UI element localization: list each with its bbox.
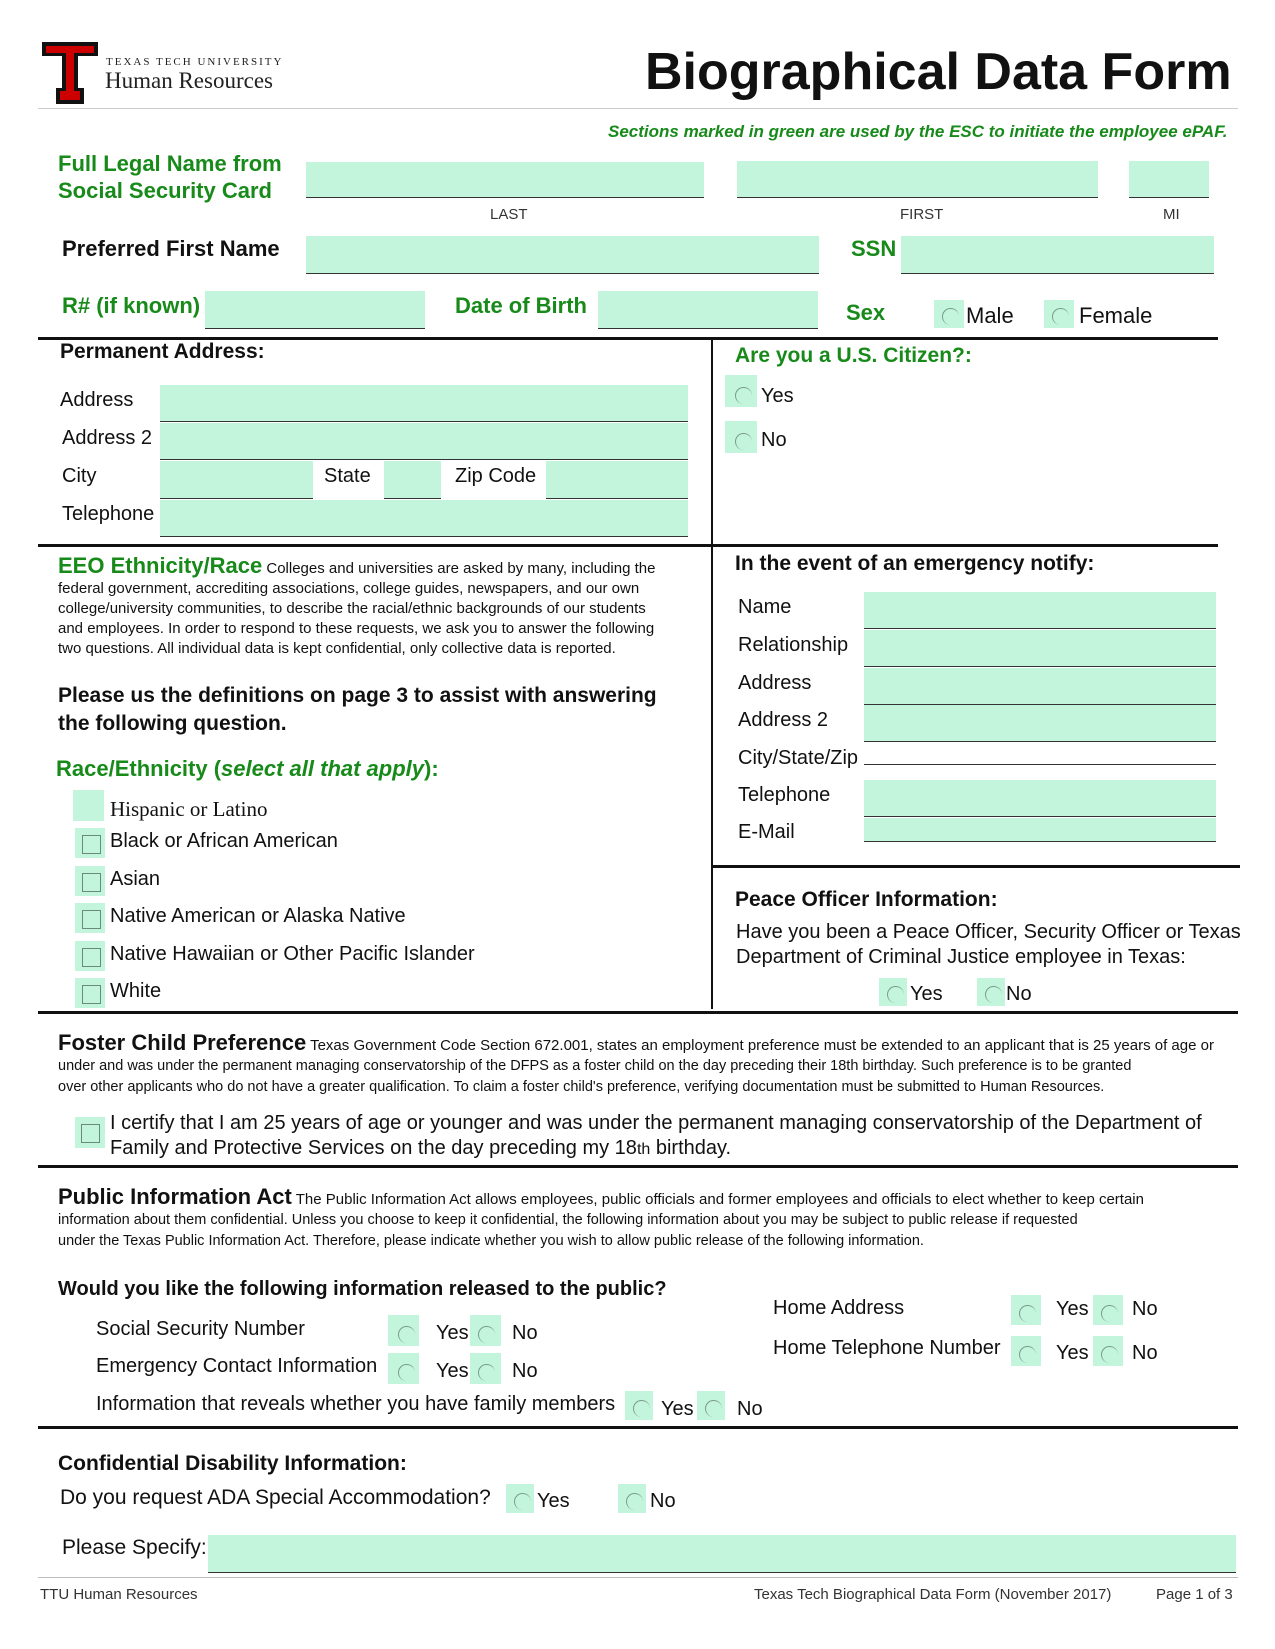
release-emergency-yes-radio-box[interactable] — [388, 1353, 419, 1384]
release-home-address-yes-radio-box[interactable] — [1011, 1295, 1041, 1325]
citizen-no-radio-box[interactable] — [725, 421, 757, 453]
section-divider — [38, 1426, 1238, 1429]
release-ssn-yes-label: Yes — [436, 1322, 469, 1344]
eeo-heading: EEO Ethnicity/Race — [58, 553, 263, 578]
release-home-address-no-radio[interactable] — [1101, 1305, 1118, 1322]
please-specify-field[interactable] — [208, 1535, 1236, 1573]
release-ssn-no-label: No — [512, 1322, 538, 1344]
footer-left: TTU Human Resources — [40, 1586, 198, 1603]
race-heading-emphasis: select all that apply — [221, 756, 425, 781]
race-checkbox-box[interactable] — [73, 790, 104, 821]
eeo-intro-line5: two questions. All individual data is kept confidential, only collective data is reported. — [58, 640, 616, 657]
race-heading-prefix: Race/Ethnicity ( — [56, 756, 222, 781]
disability-heading: Confidential Disability Information: — [58, 1452, 407, 1475]
zip-field[interactable] — [546, 461, 688, 499]
release-ssn-no-radio-box[interactable] — [470, 1315, 501, 1346]
emergency-city-state-zip-label: City/State/Zip — [738, 747, 859, 769]
foster-certify-line2-a: Family and Protective Services on the day preceding my 18 — [110, 1137, 637, 1159]
emergency-name-label: Name — [738, 596, 792, 618]
zip-label: Zip Code — [455, 465, 537, 487]
foster-certify-line1: I certify that I am 25 years of age or younger and was under the permanent managing conservatorship of the Department of — [110, 1112, 1202, 1134]
release-emergency-yes-radio[interactable] — [398, 1364, 415, 1381]
full-name-label: Full Legal Name from Social Security Card — [58, 151, 282, 203]
section-divider — [38, 1165, 1238, 1168]
release-home-address-yes-label: Yes — [1056, 1298, 1089, 1320]
emergency-address2-label: Address 2 — [738, 709, 829, 731]
telephone-field[interactable] — [160, 500, 688, 537]
ada-no-radio[interactable] — [626, 1493, 643, 1510]
city-label: City — [62, 465, 97, 487]
page-title: Biographical Data Form — [645, 43, 1232, 101]
last-name-field[interactable] — [306, 162, 704, 198]
eeo-instruction-line2: the following question. — [58, 712, 287, 735]
citizen-heading: Are you a U.S. Citizen?: — [735, 344, 972, 367]
female-label: Female — [1079, 303, 1153, 328]
release-ssn-label: Social Security Number — [96, 1318, 305, 1340]
mi-field[interactable] — [1129, 161, 1209, 198]
header-rule — [38, 108, 1238, 109]
release-emergency-no-label: No — [512, 1360, 538, 1382]
emergency-relationship-field[interactable] — [864, 630, 1216, 667]
section-divider — [38, 544, 1218, 547]
sex-label: Sex — [846, 300, 886, 325]
release-emergency-no-radio-box[interactable] — [470, 1353, 501, 1384]
ttu-logo — [42, 42, 98, 104]
department-name: Human Resources — [105, 68, 273, 93]
university-name: TEXAS TECH UNIVERSITY — [106, 56, 284, 68]
state-field[interactable] — [384, 461, 441, 499]
eeo-intro-line3: college/university communities, to describe the racial/ethnic backgrounds of our students — [58, 600, 646, 617]
release-home-phone-no-label: No — [1132, 1342, 1158, 1364]
first-caption: FIRST — [900, 206, 944, 223]
foster-certify-line2-sup: th — [636, 1141, 651, 1158]
male-radio-box[interactable] — [934, 300, 964, 328]
emergency-name-field[interactable] — [864, 592, 1216, 629]
female-radio[interactable] — [1052, 308, 1069, 325]
foster-certify-line2-b: birthday. — [650, 1137, 732, 1159]
ssn-label: SSN — [851, 236, 897, 261]
public-info-text-line2: information about them confidential. Unless you choose to keep it confidential, the following information about you may be subject to public release if requested — [58, 1212, 1078, 1228]
emergency-address2-field[interactable] — [864, 705, 1216, 742]
ada-question: Do you request ADA Special Accommodation? — [60, 1486, 491, 1509]
emergency-address-label: Address — [738, 672, 812, 694]
footer-center: Texas Tech Biographical Data Form (November 2017) — [754, 1586, 1112, 1603]
release-home-address-no-radio-box[interactable] — [1093, 1295, 1123, 1325]
ada-yes-label: Yes — [537, 1490, 570, 1512]
foster-text-line2: under and was under the permanent managing conservatorship of the DFPS as a foster child on the day preceding their 18th birthday. Such preference is to be granted — [58, 1058, 1132, 1074]
citizen-yes-radio-box[interactable] — [725, 375, 757, 407]
male-label: Male — [966, 303, 1014, 328]
release-home-address-no-label: No — [1132, 1298, 1158, 1320]
release-family-label: Information that reveals whether you have family members — [96, 1393, 616, 1415]
foster-text-line3: over other applicants who do not have a greater qualification. To claim a foster child's preference, verifying documentation must be submitted to Human Resources. — [58, 1079, 1105, 1095]
race-checkbox-box[interactable] — [75, 941, 105, 971]
release-emergency-label: Emergency Contact Information — [96, 1355, 378, 1377]
first-name-field[interactable] — [737, 161, 1098, 198]
emergency-telephone-label: Telephone — [738, 784, 831, 806]
eeo-intro-line4: and employees. In order to respond to these requests, we ask you to answer the following — [58, 620, 655, 637]
race-heading-suffix: ): — [424, 756, 439, 781]
preferred-name-field[interactable] — [306, 236, 819, 274]
release-emergency-yes-label: Yes — [436, 1360, 469, 1382]
emergency-telephone-field[interactable] — [864, 780, 1216, 817]
emergency-email-label: E-Mail — [738, 821, 795, 843]
release-ssn-yes-radio-box[interactable] — [388, 1315, 419, 1346]
release-home-phone-no-radio[interactable] — [1101, 1346, 1118, 1363]
r-number-label: R# (if known) — [62, 293, 201, 318]
ada-yes-radio-box[interactable] — [506, 1484, 534, 1513]
release-family-yes-radio[interactable] — [633, 1400, 650, 1417]
race-option-label: White — [110, 980, 162, 1002]
city-field[interactable] — [160, 461, 313, 499]
citizen-yes-radio[interactable] — [735, 387, 752, 404]
dob-field[interactable] — [598, 291, 818, 329]
release-family-no-radio-box[interactable] — [697, 1391, 725, 1420]
section-divider — [38, 1011, 1238, 1014]
foster-text-line1: Texas Government Code Section 672.001, states an employment preference must be extended to an applicant that is 25 years of age or — [310, 1037, 1214, 1054]
ssn-field[interactable] — [901, 236, 1214, 274]
r-number-field[interactable] — [205, 291, 425, 329]
dob-label: Date of Birth — [455, 293, 587, 318]
race-checkbox[interactable] — [82, 835, 101, 854]
last-caption: LAST — [490, 206, 528, 223]
release-home-phone-yes-radio-box[interactable] — [1011, 1336, 1041, 1366]
race-option-label: Hispanic or Latino — [110, 797, 268, 821]
release-family-no-label: No — [737, 1398, 763, 1420]
citizen-no-label: No — [761, 429, 787, 451]
release-home-phone-yes-radio[interactable] — [1019, 1346, 1036, 1363]
race-checkbox-box[interactable] — [75, 903, 105, 933]
green-section-note: Sections marked in green are used by the ESC to initiate the employee ePAF. — [608, 122, 1228, 141]
telephone-label: Telephone — [62, 503, 155, 525]
race-ethnicity-heading — [56, 756, 439, 782]
foster-certify-checkbox[interactable] — [81, 1124, 100, 1143]
release-home-phone-label: Home Telephone Number — [773, 1337, 1001, 1359]
release-ssn-no-radio[interactable] — [478, 1326, 495, 1343]
emergency-relationship-label: Relationship — [738, 634, 849, 656]
footer-page-number: Page 1 of 3 — [1156, 1586, 1233, 1603]
public-info-text-line3: under the Texas Public Information Act. Therefore, please indicate whether you wish to allow public release of the following information. — [58, 1233, 924, 1249]
release-home-phone-no-radio-box[interactable] — [1093, 1336, 1123, 1366]
permanent-address-heading: Permanent Address: — [60, 340, 265, 363]
emergency-email-field[interactable] — [864, 818, 1216, 842]
eeo-intro-line2: federal government, accrediting associations, college guides, newspapers, and our own — [58, 580, 640, 597]
race-option-label: Asian — [110, 868, 161, 890]
double-t-icon — [42, 42, 98, 104]
eeo-intro-line1: Colleges and universities are asked by many, including the — [266, 560, 656, 577]
peace-officer-yes-label: Yes — [910, 983, 943, 1005]
race-checkbox[interactable] — [82, 985, 101, 1004]
release-home-phone-yes-label: Yes — [1056, 1342, 1089, 1364]
emergency-city-state-zip-field[interactable] — [864, 743, 1216, 765]
race-checkbox-box[interactable] — [75, 828, 105, 858]
release-home-address-yes-radio[interactable] — [1019, 1305, 1036, 1322]
public-info-heading: Public Information Act — [58, 1184, 292, 1209]
peace-officer-yes-radio-box[interactable] — [879, 978, 907, 1006]
footer-rule — [38, 1577, 1238, 1578]
release-family-no-radio[interactable] — [705, 1400, 722, 1417]
address-label: Address — [60, 389, 134, 411]
emergency-heading: In the event of an emergency notify: — [735, 552, 1095, 575]
eeo-block — [58, 553, 698, 659]
peace-officer-yes-radio[interactable] — [887, 986, 904, 1003]
ada-no-label: No — [650, 1490, 676, 1512]
race-option-label: Black or African American — [110, 830, 338, 852]
release-family-yes-label: Yes — [661, 1398, 694, 1420]
peace-officer-no-label: No — [1006, 983, 1032, 1005]
emergency-address-field[interactable] — [864, 668, 1216, 705]
race-checkbox-box[interactable] — [75, 866, 105, 896]
public-info-text-line1: The Public Information Act allows employees, public officials and former employees and officials to elect whether to keep certain — [295, 1191, 1144, 1208]
ada-no-radio-box[interactable] — [618, 1484, 646, 1513]
address2-label: Address 2 — [62, 427, 153, 449]
preferred-name-label: Preferred First Name — [62, 236, 280, 261]
race-checkbox-box[interactable] — [75, 978, 105, 1008]
state-label: State — [324, 465, 371, 487]
column-divider — [711, 339, 713, 1009]
foster-certify-checkbox-box[interactable] — [75, 1117, 105, 1148]
release-ssn-yes-radio[interactable] — [398, 1326, 415, 1343]
address2-field[interactable] — [160, 423, 688, 460]
peace-officer-no-radio[interactable] — [985, 986, 1002, 1003]
public-info-block — [58, 1186, 1228, 1252]
foster-certify-line2 — [110, 1137, 731, 1160]
race-checkbox[interactable] — [82, 948, 101, 967]
race-checkbox[interactable] — [82, 910, 101, 929]
male-radio[interactable] — [942, 308, 959, 325]
peace-officer-heading: Peace Officer Information: — [735, 888, 998, 911]
citizen-no-radio[interactable] — [735, 433, 752, 450]
public-release-question: Would you like the following information released to the public? — [58, 1278, 667, 1300]
ada-yes-radio[interactable] — [514, 1493, 531, 1510]
race-option-label: Native Hawaiian or Other Pacific Islander — [110, 943, 475, 965]
release-emergency-no-radio[interactable] — [478, 1364, 495, 1381]
peace-officer-question-line2: Department of Criminal Justice employee in Texas: — [736, 946, 1186, 968]
section-divider — [713, 865, 1240, 868]
foster-heading: Foster Child Preference — [58, 1030, 307, 1055]
peace-officer-no-radio-box[interactable] — [977, 978, 1005, 1006]
race-option-label: Native American or Alaska Native — [110, 905, 406, 927]
foster-block — [58, 1032, 1228, 1098]
eeo-instruction-line1: Please us the definitions on page 3 to assist with answering — [58, 684, 657, 707]
female-radio-box[interactable] — [1044, 300, 1074, 328]
please-specify-label: Please Specify: — [62, 1536, 207, 1559]
mi-caption: MI — [1163, 206, 1180, 223]
address-field[interactable] — [160, 385, 688, 422]
race-checkbox[interactable] — [82, 873, 101, 892]
release-home-address-label: Home Address — [773, 1297, 905, 1319]
citizen-yes-label: Yes — [761, 385, 794, 407]
release-family-yes-radio-box[interactable] — [625, 1391, 653, 1420]
peace-officer-question-line1: Have you been a Peace Officer, Security Officer or Texas — [736, 921, 1241, 943]
